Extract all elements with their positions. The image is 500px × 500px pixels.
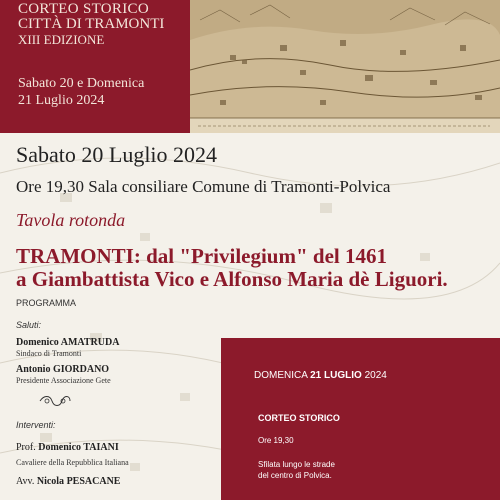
flourish-ornament-icon	[38, 393, 72, 409]
speaker-name: Antonio GIORDANO	[16, 364, 110, 375]
antique-map-illustration	[190, 0, 500, 133]
speaker-role: Cavaliere della Repubblica Italiana	[16, 458, 129, 467]
event-title-line1: TRAMONTI: dal "Privilegium" del 1461	[16, 244, 387, 268]
sunday-event-title: CORTEO STORICO	[258, 413, 340, 423]
header-dates-line2: 21 Luglio 2024	[18, 93, 105, 108]
speaker-role: Sindaco di Tramonti	[16, 349, 82, 358]
header-edition: XIII EDIZIONE	[18, 32, 105, 47]
header-dates-line1: Sabato 20 e Domenica	[18, 76, 145, 91]
header-title-line2: CITTÀ DI TRAMONTI	[18, 16, 165, 32]
interventi-label: Interventi:	[16, 420, 56, 430]
saluti-label: Saluti:	[16, 320, 42, 330]
event-subtitle: Tavola rotonda	[16, 210, 126, 230]
header-title-line1: CORTEO STORICO	[18, 1, 149, 17]
program-label: PROGRAMMA	[16, 298, 77, 308]
event-time-place: Ore 19,30 Sala consiliare Comune di Tramonti-Polvica	[16, 177, 391, 196]
event-date: Sabato 20 Luglio 2024	[16, 142, 218, 167]
speaker-name: Domenico AMATRUDA	[16, 337, 120, 348]
sunday-time: Ore 19,30	[258, 436, 294, 445]
sunday-date: DOMENICA 21 LUGLIO 2024	[254, 370, 387, 381]
speaker-role: Presidente Associazione Gete	[16, 376, 111, 385]
sunday-description: Sfilata lungo le strade del centro di Polvica.	[258, 460, 335, 480]
speaker-name: Prof. Domenico TAIANI	[16, 442, 119, 453]
speaker-name: Avv. Nicola PESACANE	[16, 476, 121, 487]
event-title-line2: a Giambattista Vico e Alfonso Maria dè Liguori.	[16, 267, 448, 291]
